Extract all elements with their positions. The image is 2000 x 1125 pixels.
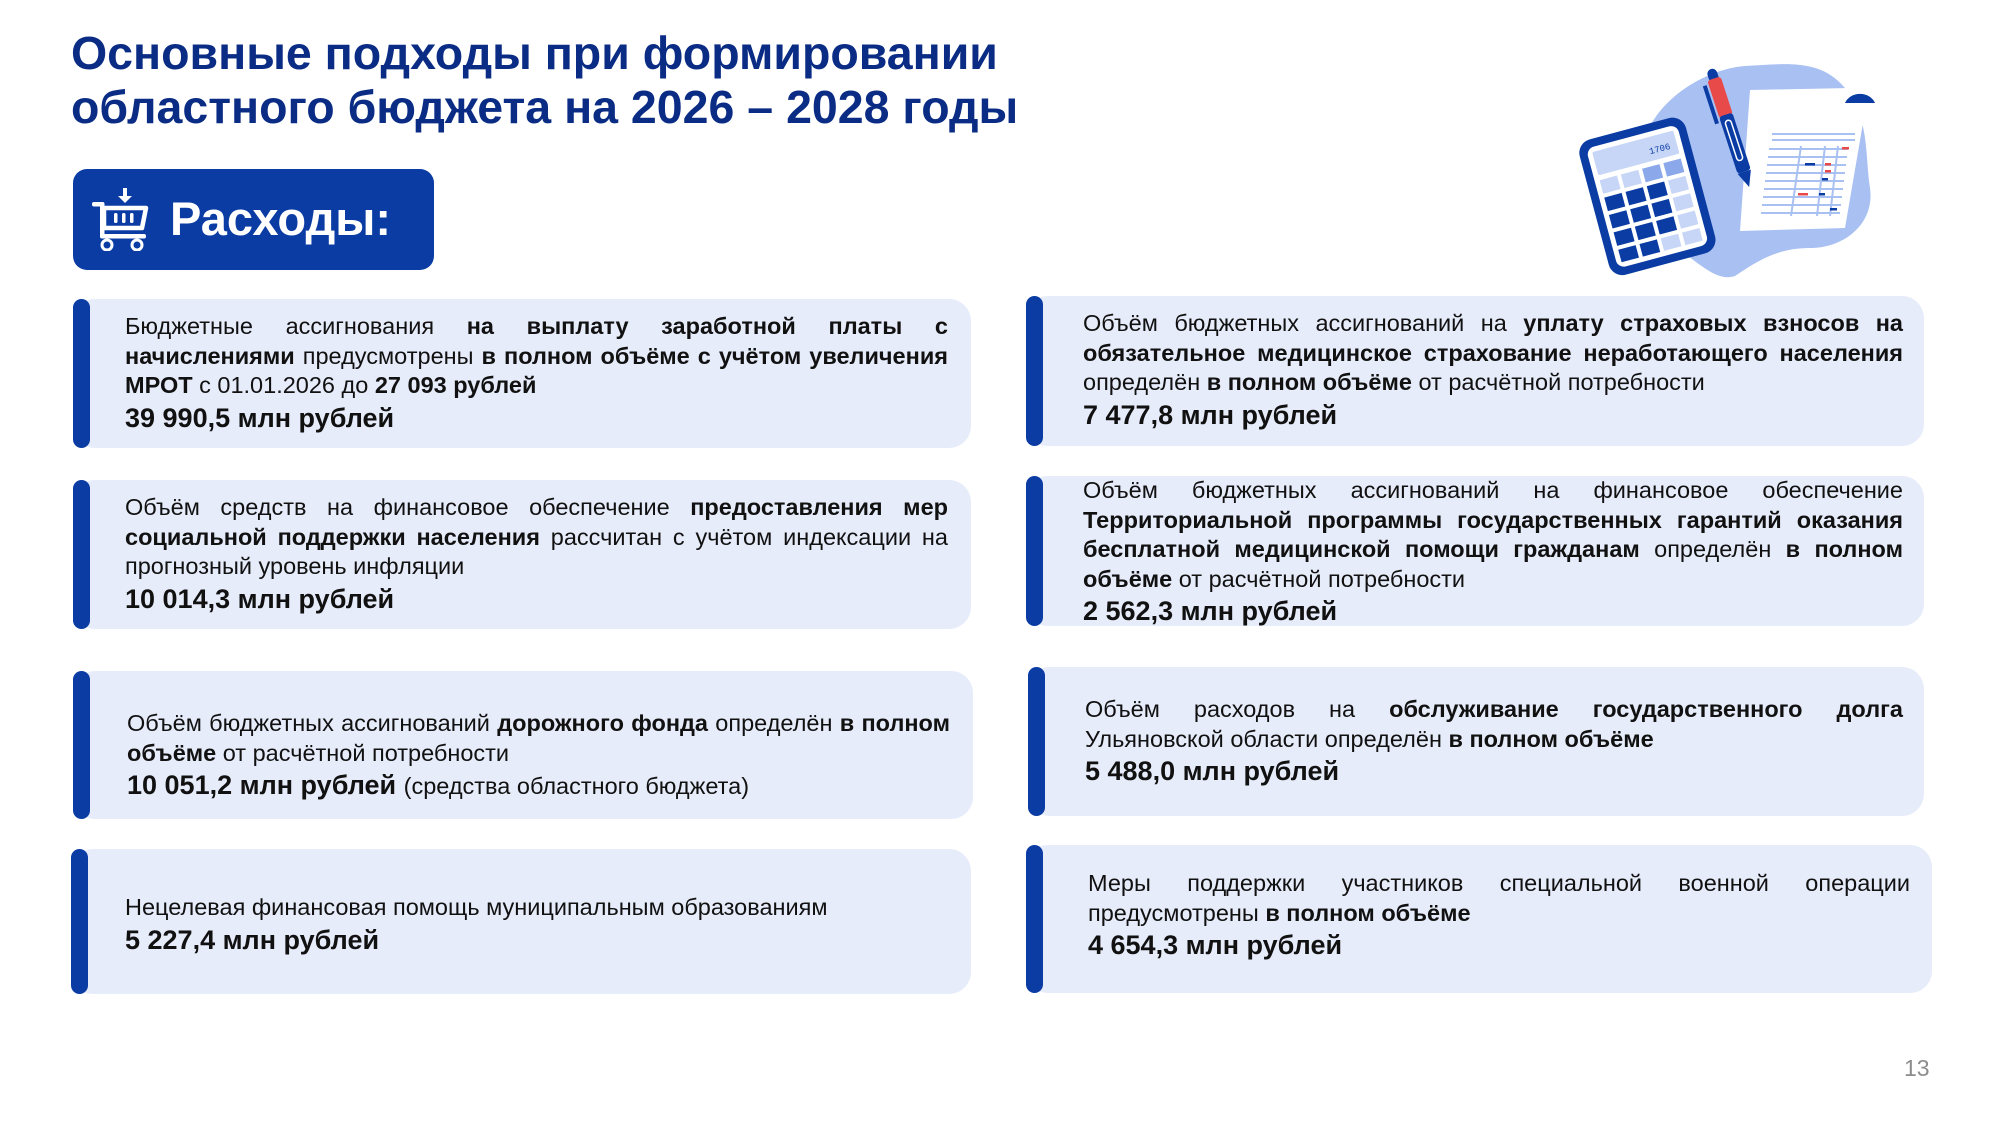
card-body [1085, 695, 1903, 788]
card-accent-bar [1026, 476, 1043, 626]
page-title [71, 26, 1271, 134]
card-description: Объём средств на финансовое обеспечение предоставления мер социальной поддержки населения рассчитан с учётом индексации на прогнозный уровень инфляции [125, 494, 948, 579]
card-amount: 2 562,3 млн рублей [1083, 596, 1338, 626]
card-amount: 10 051,2 млн рублей (средства областного бюджета) [127, 770, 750, 800]
card-accent-bar [71, 849, 88, 994]
card-salary-allocations [73, 299, 971, 448]
card-amount: 10 014,3 млн рублей [125, 583, 395, 614]
card-body [1083, 476, 1903, 628]
card-municipal-aid [71, 849, 971, 994]
calculator-document-illustration [1545, 48, 1875, 278]
card-description: Нецелевая финансовая помощь муниципальным образованиям [125, 894, 828, 920]
calculator-display: 1706 [1648, 141, 1672, 158]
card-description: Объём бюджетных ассигнований на финансовое обеспечение Территориальной программы государственных гарантий оказания бесплатной медицинской помощи гражданам определён в полном объёме от расчётной потребности [1083, 477, 1903, 592]
card-territorial-program [1026, 476, 1924, 626]
card-accent-bar [1028, 667, 1045, 816]
card-body [125, 312, 948, 435]
card-amount: 5 488,0 млн рублей [1085, 756, 1340, 786]
card-amount: 7 477,8 млн рублей [1083, 399, 1338, 430]
card-accent-bar [73, 299, 90, 448]
card-social-support [73, 480, 971, 629]
page-number: 13 [1904, 1055, 1930, 1081]
card-amount: 39 990,5 млн рублей [125, 402, 395, 433]
card-insurance-contributions [1026, 296, 1924, 446]
section-badge-expenses [73, 169, 434, 270]
page-title-line-1: Основные подходы при формировании [71, 27, 998, 79]
card-body [125, 893, 948, 957]
card-description: Меры поддержки участников специальной военной операции предусмотрены в полном объёме [1088, 870, 1910, 926]
card-description: Объём расходов на обслуживание государственного долга Ульяновской области определён в полном объёме [1085, 696, 1903, 752]
shopping-cart-icon [90, 188, 150, 251]
card-description: Бюджетные ассигнования на выплату заработной платы с начислениями предусмотрены в полном объёме с учётом увеличения МРОТ с 01.01.2026 до 27 093 рублей [125, 313, 948, 398]
card-body [125, 493, 948, 616]
card-accent-bar [73, 480, 90, 629]
card-description: Объём бюджетных ассигнований на уплату страховых взносов на обязательное медицинское страхование неработающего населения определён в полном объёме от расчётной потребности [1083, 310, 1903, 395]
section-badge-label: Расходы: [170, 192, 392, 245]
card-svo-support [1026, 845, 1932, 993]
card-accent-bar [73, 671, 90, 819]
card-debt-service [1028, 667, 1924, 816]
card-amount: 5 227,4 млн рублей [125, 924, 380, 955]
card-road-fund [73, 671, 973, 819]
card-accent-bar [1026, 296, 1043, 446]
card-amount-note: (средства областного бюджета) [403, 773, 750, 799]
card-body [127, 709, 950, 803]
card-accent-bar [1026, 845, 1043, 993]
card-description: Объём бюджетных ассигнований дорожного фонда определён в полном объёме от расчётной потребности [127, 710, 950, 766]
card-body [1083, 309, 1903, 432]
card-body [1088, 869, 1910, 962]
page-title-line-2: областного бюджета на 2026 – 2028 годы [71, 81, 1019, 133]
card-amount: 4 654,3 млн рублей [1088, 930, 1343, 960]
